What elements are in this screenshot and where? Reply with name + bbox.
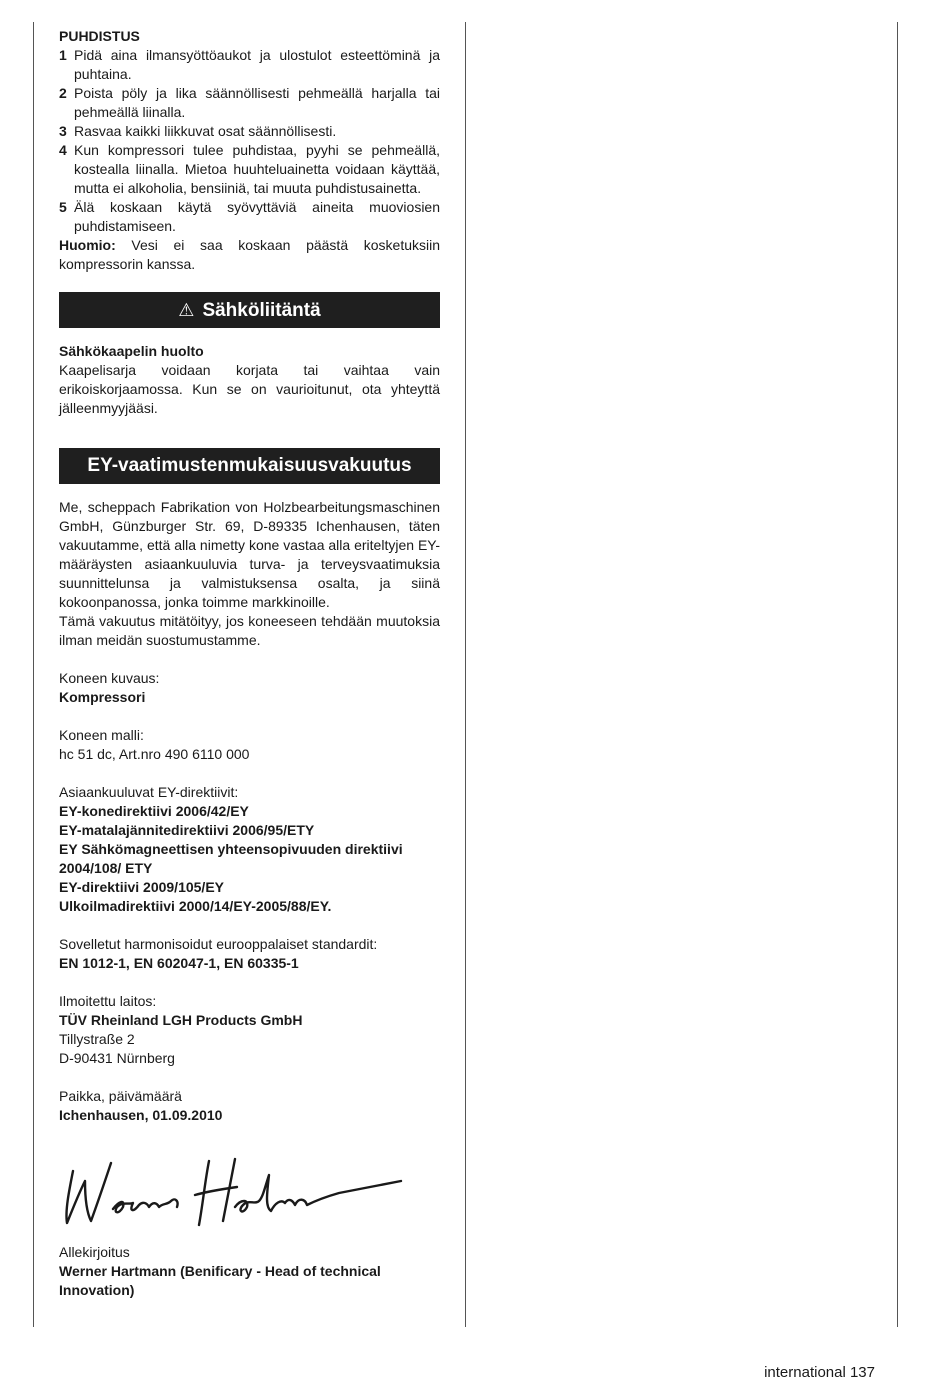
signature-label: Allekirjoitus — [59, 1244, 130, 1260]
signature-image — [59, 1151, 419, 1241]
list-number: 5 — [59, 199, 67, 215]
declaration-section-bar — [59, 448, 440, 484]
electrical-section — [59, 342, 440, 418]
directive-item: Ulkoilmadirektiivi 2000/14/EY-2005/88/EY. — [59, 898, 332, 914]
cleaning-section — [59, 27, 440, 274]
list-number: 4 — [59, 142, 67, 158]
cleaning-heading: PUHDISTUS — [59, 28, 140, 44]
center-column-rule — [465, 22, 466, 1327]
place-date-label: Paikka, päivämäärä — [59, 1088, 182, 1104]
right-margin-rule — [897, 22, 898, 1327]
list-text: Poista pöly ja lika säännöllisesti pehmeällä harjalla tai pehmeällä liinalla. — [74, 85, 440, 120]
list-text: Pidä aina ilmansyöttöaukot ja ulostulot esteettöminä ja puhtaina. — [74, 47, 440, 82]
machine-model-label: Koneen malli: — [59, 727, 144, 743]
list-item — [59, 84, 440, 122]
note-text: Vesi ei saa koskaan päästä kosketuksiin kompressorin kanssa. — [59, 237, 440, 272]
list-number: 3 — [59, 123, 67, 139]
cable-service-heading: Sähkökaapelin huolto — [59, 343, 204, 359]
list-number: 1 — [59, 47, 67, 63]
cleaning-note — [59, 236, 440, 274]
list-item — [59, 198, 440, 236]
cleaning-list — [59, 46, 440, 236]
machine-model-value: hc 51 dc, Art.nro 490 6110 000 — [59, 746, 250, 762]
declaration-bar-title: EY-vaatimustenmukaisuusvakuutus — [87, 455, 412, 476]
electrical-section-bar — [59, 292, 440, 328]
notified-body-name: TÜV Rheinland LGH Products GmbH — [59, 1012, 303, 1028]
list-number: 2 — [59, 85, 67, 101]
declaration-void-note: Tämä vakuutus mitätöityy, jos koneeseen tehdään muutoksia ilman meidän suostumustamme. — [59, 613, 440, 648]
note-label: Huomio: — [59, 237, 116, 253]
list-text: Kun kompressori tulee puhdistaa, pyyhi se pehmeällä, kostealla liinalla. Mietoa huuhteluainetta voidaan käyttää, mutta ei alkoholia, bensiiniä, tai muuta puhdistusainetta. — [74, 142, 440, 196]
list-item — [59, 122, 440, 141]
standards-label: Sovelletut harmonisoidut eurooppalaiset standardit: — [59, 936, 378, 952]
machine-description-label: Koneen kuvaus: — [59, 670, 160, 686]
declaration-section — [59, 498, 440, 1300]
place-date-value: Ichenhausen, 01.09.2010 — [59, 1107, 223, 1123]
left-margin-rule — [33, 22, 34, 1327]
left-column — [59, 27, 440, 1300]
list-text: Älä koskaan käytä syövyttäviä aineita muoviosien puhdistamiseen. — [74, 199, 440, 234]
notified-body-street: Tillystraße 2 — [59, 1031, 135, 1047]
machine-description-value: Kompressori — [59, 689, 146, 705]
signer-name: Werner Hartmann (Benificary - Head of technical Innovation) — [59, 1263, 381, 1298]
warning-icon: ⚠ — [178, 300, 195, 320]
list-text: Rasvaa kaikki liikkuvat osat säännöllisesti. — [74, 123, 337, 139]
directive-item: EY-matalajännitedirektiivi 2006/95/ETY — [59, 822, 315, 838]
directive-item: EY-direktiivi 2009/105/EY — [59, 879, 224, 895]
page-footer: international 137 — [764, 1364, 875, 1381]
directive-item: EY-konedirektiivi 2006/42/EY — [59, 803, 249, 819]
directives-label: Asiaankuuluvat EY-direktiivit: — [59, 784, 239, 800]
cable-service-text: Kaapelisarja voidaan korjata tai vaihtaa vain erikoiskorjaamossa. Kun se on vaurioitunut, ota yhteyttä jälleenmyyjääsi. — [59, 362, 440, 416]
electrical-bar-title: Sähköliitäntä — [202, 300, 321, 321]
standards-value: EN 1012-1, EN 602047-1, EN 60335-1 — [59, 955, 299, 971]
notified-body-label: Ilmoitettu laitos: — [59, 993, 157, 1009]
notified-body-city: D-90431 Nürnberg — [59, 1050, 175, 1066]
list-item — [59, 141, 440, 198]
directive-item: EY Sähkömagneettisen yhteensopivuuden direktiivi 2004/108/ ETY — [59, 841, 403, 876]
list-item — [59, 46, 440, 84]
declaration-intro: Me, scheppach Fabrikation von Holzbearbeitungsmaschinen GmbH, Günzburger Str. 69, D-89335 Ichenhausen, täten vakuutamme, että alla nimetty kone vastaa alla eriteltyjen EY-määräysten asiaankuuluvia turva- ja terveysvaatimuksia suunnittelunsa ja valmistuksensa osalta, ja siinä kokoonpanossa, jonka toimme markkinoille. — [59, 499, 440, 610]
